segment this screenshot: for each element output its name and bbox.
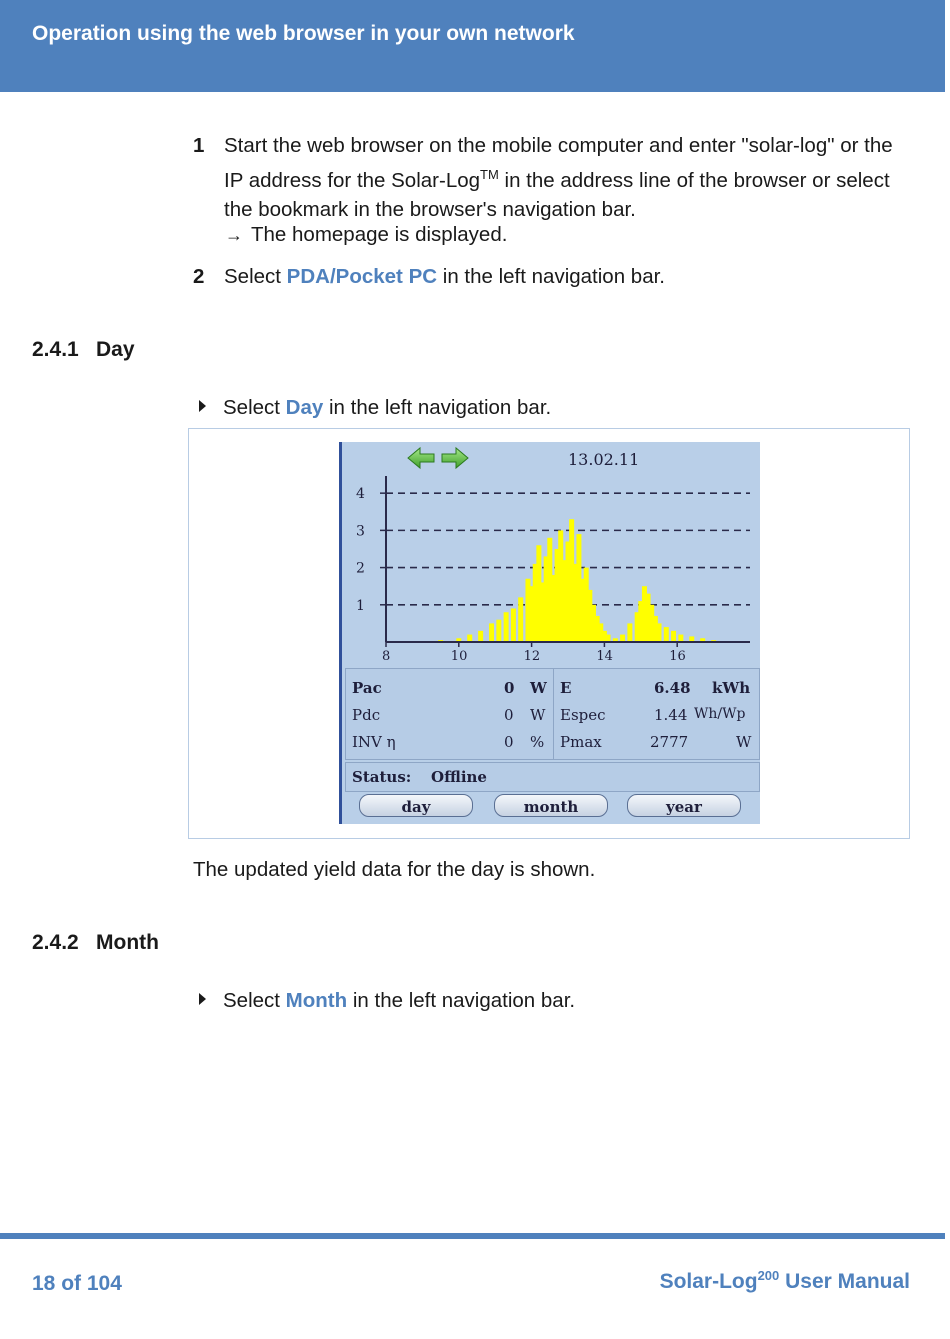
header-title: Operation using the web browser in your own network <box>32 22 575 45</box>
status-value: Offline <box>431 768 487 786</box>
bar <box>664 627 669 642</box>
page-number: 18 of 104 <box>32 1272 122 1295</box>
manual-title: Solar-Log$^{200}$ User Manual <box>659 1268 910 1293</box>
bar <box>496 620 501 642</box>
stat-pdc: Pdc 0 W <box>352 706 546 724</box>
nav-link-day: Day <box>285 396 324 419</box>
stat-pmax: Pmax 2777 W <box>560 733 752 751</box>
x-tick-label: 12 <box>523 649 541 664</box>
page-header <box>0 0 945 92</box>
step-1-result: → The homepage is displayed. <box>225 223 508 246</box>
y-tick-label: 1 <box>356 597 365 614</box>
stat-energy: E 6.48 kWh <box>560 679 751 697</box>
step-1 <box>193 131 913 231</box>
y-tick-label: 3 <box>356 523 365 540</box>
bar <box>518 597 523 642</box>
section-heading-month <box>32 931 159 955</box>
x-tick-label: 14 <box>596 649 613 664</box>
stat-pac: Pac 0 W <box>352 679 547 697</box>
step-number: 1 <box>193 134 205 157</box>
bar <box>657 623 662 642</box>
day-instruction: Select Day in the left navigation bar. <box>199 396 551 420</box>
footer-rule <box>0 1233 945 1239</box>
arrow-left-icon[interactable] <box>408 448 434 468</box>
bar <box>511 609 516 642</box>
bar <box>467 635 472 642</box>
bullet-triangle-icon <box>199 400 206 412</box>
result-arrow-icon: → <box>225 225 243 245</box>
step-text: Start the web browser on the mobile computer and enter "solar-log" or the IP address for the Solar-Log™ in the address line of the browser or select the bookmark in the browser's navigation bar. <box>224 134 893 221</box>
section-title: Day <box>96 338 135 361</box>
stat-inv: INV η 0 % <box>352 733 545 751</box>
chart-date: 13.02.11 <box>568 450 640 469</box>
x-tick-label: 10 <box>450 649 468 664</box>
day-caption: The updated yield data for the day is shown. <box>193 858 596 881</box>
section-number: 2.4.1 <box>32 338 79 361</box>
bar <box>620 635 625 642</box>
status-label: Status: <box>352 768 412 786</box>
trademark-sup: TM <box>480 167 499 182</box>
bullet-triangle-icon <box>199 993 206 1005</box>
nav-link-pda: PDA/Pocket PC <box>286 265 438 288</box>
bar <box>627 623 632 642</box>
stats-divider <box>553 669 554 759</box>
section-heading-day <box>32 338 135 362</box>
month-button[interactable]: month <box>494 794 608 817</box>
bar <box>489 623 494 642</box>
year-button[interactable]: year <box>627 794 741 817</box>
device-screen <box>339 442 760 824</box>
bar <box>671 631 676 642</box>
status-bar <box>345 762 760 792</box>
step-number: 2 <box>193 265 205 288</box>
step-2 <box>193 262 913 292</box>
arrow-right-icon[interactable] <box>442 448 468 468</box>
bar <box>606 635 611 642</box>
nav-link-month: Month <box>285 989 348 1012</box>
section-title: Month <box>96 931 159 954</box>
bar <box>678 635 683 642</box>
day-button[interactable]: day <box>359 794 473 817</box>
x-tick-label: 8 <box>382 649 391 664</box>
step-text: Select PDA/Pocket PC in the left navigation bar. <box>224 265 665 288</box>
x-tick-label: 16 <box>669 649 686 664</box>
bar <box>478 631 483 642</box>
bar <box>504 612 509 642</box>
y-tick-label: 2 <box>356 560 365 577</box>
yield-chart <box>342 442 760 668</box>
stats-panel <box>345 668 760 760</box>
section-number: 2.4.2 <box>32 931 79 954</box>
month-instruction: Select Month in the left navigation bar. <box>199 989 575 1013</box>
stat-espec: Espec 1.44 Wh/Wp <box>560 706 746 724</box>
y-tick-label: 4 <box>356 486 365 503</box>
